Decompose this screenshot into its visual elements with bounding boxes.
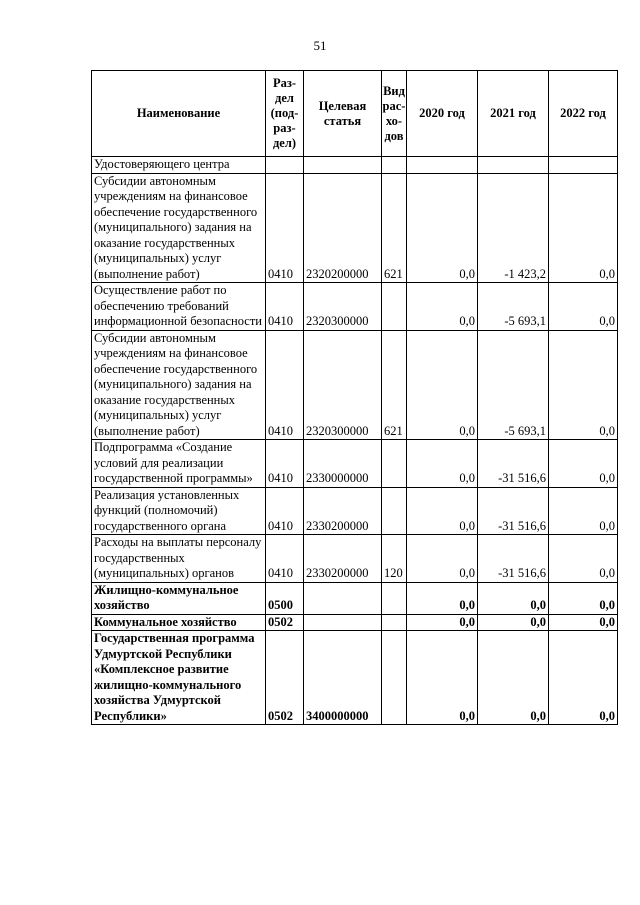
- row-section: 0410: [266, 173, 304, 283]
- row-name: Субсидии автономным учреждениям на финансовое обеспечение государственного (муниципального) задания на оказание государственных (муниципальных) услуг (выполнение работ): [92, 330, 266, 440]
- row-2020: 0,0: [407, 582, 478, 614]
- row-target: 3400000000: [304, 631, 382, 725]
- row-section: 0502: [266, 631, 304, 725]
- row-2020: [407, 157, 478, 174]
- row-type: 621: [382, 173, 407, 283]
- row-section: 0410: [266, 330, 304, 440]
- row-2021: -31 516,6: [478, 487, 549, 535]
- table-row: [92, 173, 618, 283]
- header-2021: 2021 год: [478, 71, 549, 157]
- row-section: 0410: [266, 283, 304, 331]
- row-2022: 0,0: [549, 487, 618, 535]
- header-2022: 2022 год: [549, 71, 618, 157]
- row-target: 2330200000: [304, 535, 382, 583]
- row-target: 2320300000: [304, 283, 382, 331]
- row-2021: -31 516,6: [478, 440, 549, 488]
- header-section: Раз-дел (под-раз-дел): [266, 71, 304, 157]
- header-target: Целевая статья: [304, 71, 382, 157]
- row-target: 2330000000: [304, 440, 382, 488]
- table-row: [92, 487, 618, 535]
- row-section: 0410: [266, 535, 304, 583]
- row-section: 0410: [266, 487, 304, 535]
- page-number: 51: [313, 38, 327, 53]
- header-type: Вид рас-хо-дов: [382, 71, 407, 157]
- row-target: [304, 157, 382, 174]
- row-2020: 0,0: [407, 173, 478, 283]
- row-2022: 0,0: [549, 631, 618, 725]
- row-target: 2320200000: [304, 173, 382, 283]
- table-row: [92, 157, 618, 174]
- row-type: 621: [382, 330, 407, 440]
- row-2021: 0,0: [478, 582, 549, 614]
- row-2020: 0,0: [407, 535, 478, 583]
- row-2020: 0,0: [407, 330, 478, 440]
- row-2020: 0,0: [407, 487, 478, 535]
- row-2022: 0,0: [549, 535, 618, 583]
- row-2021: 0,0: [478, 631, 549, 725]
- row-type: [382, 157, 407, 174]
- table-row: [92, 330, 618, 440]
- table-row: [92, 582, 618, 614]
- row-2021: [478, 157, 549, 174]
- row-2021: -31 516,6: [478, 535, 549, 583]
- row-2020: 0,0: [407, 283, 478, 331]
- row-name: Осуществление работ по обеспечению требований информационной безопасности: [92, 283, 266, 331]
- table-row: [92, 535, 618, 583]
- row-2022: 0,0: [549, 173, 618, 283]
- row-2021: 0,0: [478, 614, 549, 631]
- row-section: 0500: [266, 582, 304, 614]
- row-name: Подпрограмма «Создание условий для реализации государственной программы»: [92, 440, 266, 488]
- row-2022: 0,0: [549, 283, 618, 331]
- row-name: Удостоверяющего центра: [92, 157, 266, 174]
- table-row: [92, 631, 618, 725]
- row-2021: -1 423,2: [478, 173, 549, 283]
- row-target: 2320300000: [304, 330, 382, 440]
- row-name: Жилищно-коммунальное хозяйство: [92, 582, 266, 614]
- row-2022: [549, 157, 618, 174]
- row-type: [382, 283, 407, 331]
- row-2022: 0,0: [549, 582, 618, 614]
- row-type: [382, 631, 407, 725]
- row-2022: 0,0: [549, 330, 618, 440]
- row-section: 0410: [266, 440, 304, 488]
- table-row: [92, 440, 618, 488]
- table-row: [92, 614, 618, 631]
- row-type: 120: [382, 535, 407, 583]
- row-2020: 0,0: [407, 631, 478, 725]
- row-type: [382, 582, 407, 614]
- header-name: Наименование: [92, 71, 266, 157]
- row-2020: 0,0: [407, 614, 478, 631]
- row-name: Государственная программа Удмуртской Республики «Комплексное развитие жилищно-коммунального хозяйства Удмуртской Республики»: [92, 631, 266, 725]
- row-target: [304, 582, 382, 614]
- row-2022: 0,0: [549, 440, 618, 488]
- header-2020: 2020 год: [407, 71, 478, 157]
- row-2020: 0,0: [407, 440, 478, 488]
- row-name: Коммунальное хозяйство: [92, 614, 266, 631]
- budget-table: [91, 70, 618, 725]
- row-type: [382, 440, 407, 488]
- row-2021: -5 693,1: [478, 283, 549, 331]
- table-row: [92, 283, 618, 331]
- row-name: Расходы на выплаты персоналу государственных (муниципальных) органов: [92, 535, 266, 583]
- row-section: 0502: [266, 614, 304, 631]
- row-name: Субсидии автономным учреждениям на финансовое обеспечение государственного (муниципального) задания на оказание государственных (муниципальных) услуг (выполнение работ): [92, 173, 266, 283]
- table-header-row: [92, 71, 618, 157]
- row-type: [382, 614, 407, 631]
- row-target: 2330200000: [304, 487, 382, 535]
- row-type: [382, 487, 407, 535]
- row-name: Реализация установленных функций (полномочий) государственного органа: [92, 487, 266, 535]
- row-2022: 0,0: [549, 614, 618, 631]
- row-2021: -5 693,1: [478, 330, 549, 440]
- row-section: [266, 157, 304, 174]
- row-target: [304, 614, 382, 631]
